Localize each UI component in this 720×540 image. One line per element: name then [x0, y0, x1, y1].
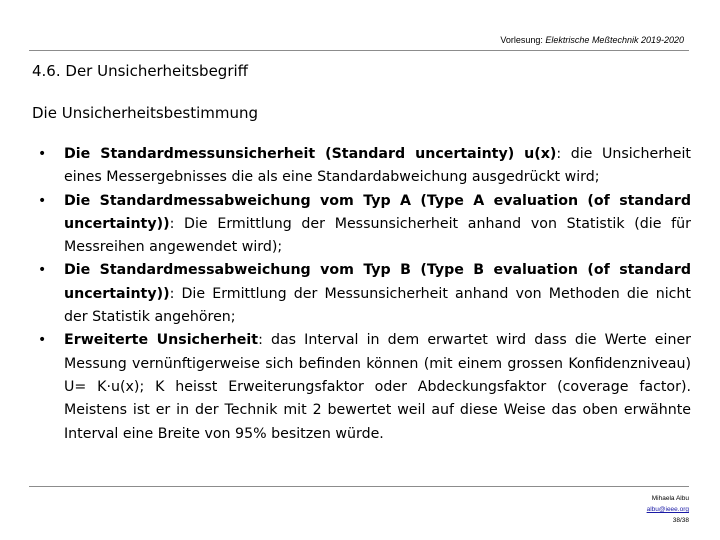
footer	[647, 493, 689, 526]
footer-email-link[interactable]: albu@ieee.org	[646, 506, 689, 513]
course-header	[500, 35, 684, 45]
bullet-term: Die Standardmessabweichung vom Typ B (Type B evaluation (of standard uncertainty))	[64, 262, 691, 302]
bullet-item	[36, 143, 691, 190]
bullet-dot-icon: •	[38, 146, 47, 162]
course-title: Elektrische Meßtechnik 2019-2020	[545, 35, 684, 45]
bullet-text: : die Unsicherheit eines Messergebnisses die als eine Standardabweichung ausgedrückt wird;	[64, 146, 691, 186]
page-number: 38/38	[672, 517, 689, 524]
bullet-dot-icon: •	[38, 192, 47, 209]
bullet-item	[36, 329, 691, 445]
bullet-term: Die Standardmessunsicherheit (Standard uncertainty) u(x)	[64, 146, 557, 162]
bullet-text: : Die Ermittlung der Messunsicherheit anhand von Statistik (die für Messreihen angewendet wird);	[64, 215, 691, 256]
bullet-item	[36, 259, 691, 329]
subtitle: Die Unsicherheitsbestimmung	[32, 104, 259, 122]
bullet-term: Die Standardmessabweichung vom Typ A (Type A evaluation (of standard uncertainty))	[64, 192, 691, 232]
bullet-list	[36, 143, 691, 446]
bottom-divider	[29, 486, 689, 487]
footer-author: Mihaela Albu	[651, 495, 689, 502]
course-prefix: Vorlesung:	[500, 35, 546, 45]
bullet-text: : Die Ermittlung der Messunsicherheit anhand von Methoden die nicht der Statistik angehören;	[64, 285, 691, 326]
bullet-dot-icon: •	[38, 262, 47, 279]
top-divider	[29, 50, 689, 51]
bullet-item	[36, 190, 691, 260]
bullet-term: Erweiterte Unsicherheit	[64, 332, 259, 349]
bullet-text: : das Interval in dem erwartet wird dass die Werte einer Messung vernünftigerweise sich befinden können (mit einem grossen Konfidenzniveau) U= K·u(x); K heisst Erweiterungsfaktor oder Abdeckungsfaktor (coverage factor). Meistens ist er in der Technik mit 2 bewertet weil auf diese Weise das oben erwähnte Interval eine Breite von 95% besitzen würde.	[64, 332, 692, 442]
bullet-dot-icon: •	[38, 332, 47, 349]
section-title: 4.6. Der Unsicherheitsbegriff	[32, 62, 248, 80]
